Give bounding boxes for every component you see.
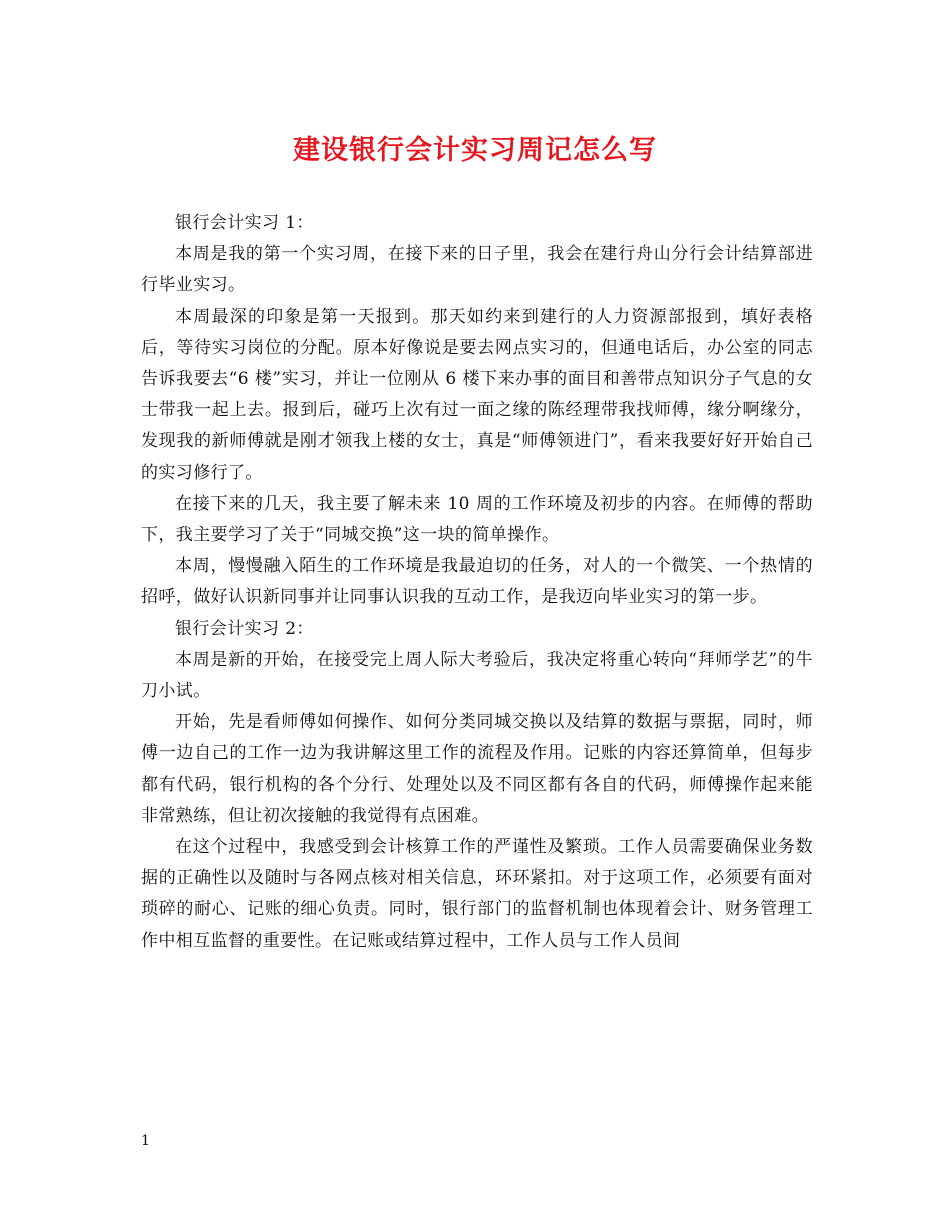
page-title: 建设银行会计实习周记怎么写 xyxy=(293,135,657,166)
page-number: 1 xyxy=(141,1133,150,1149)
document-body xyxy=(141,208,813,957)
paragraph: 本周是我的第一个实习周，在接下来的日子里，我会在建行舟山分行会计结算部进行毕业实习。 xyxy=(141,244,813,296)
paragraph: 本周，慢慢融入陌生的工作环境是我最迫切的任务，对人的一个微笑、一个热情的招呼，做好认识新同事并让同事认识我的互动工作，是我迈向毕业实习的第一步。 xyxy=(141,556,813,608)
paragraph: 在这个过程中，我感受到会计核算工作的严谨性及繁琐。工作人员需要确保业务数据的正确性以及随时与各网点核对相关信息，环环紧扣。对于这项工作，必须要有面对琐碎的耐心、记账的细心负责。同时，银行部门的监督机制也体现着会计、财务管理工作中相互监督的重要性。在记账或结算过程中，工作人员与工作人员间 xyxy=(141,837,813,951)
paragraph: 本周最深的印象是第一天报到。那天如约来到建行的人力资源部报到，填好表格后，等待实习岗位的分配。原本好像说是要去网点实习的，但通电话后，办公室的同志告诉我要去“6 楼”实习，并让一位刚从 6 楼下来办事的面目和善带点知识分子气息的女士带我一起上去。报到后，碰巧上次有过一面之缘的陈经理带我找师傅，缘分啊缘分，发现我的新师傅就是刚才领我上楼的女士，真是“师傅领进门”，看来我要好好开始自己的实习修行了。 xyxy=(141,306,813,483)
paragraph: 在接下来的几天，我主要了解未来 10 周的工作环境及初步的内容。在师傅的帮助下，我主要学习了关于“同城交换”这一块的简单操作。 xyxy=(141,493,813,546)
paragraph: 开始，先是看师傅如何操作、如何分类同城交换以及结算的数据与票据，同时，师傅一边自己的工作一边为我讲解这里工作的流程及作用。记账的内容还算简单，但每步都有代码，银行机构的各个分行、处理处以及不同区都有各自的代码，师傅操作起来能非常熟练，但让初次接触的我觉得有点困难。 xyxy=(141,712,813,826)
paragraph: 银行会计实习 2： xyxy=(175,618,314,639)
paragraph: 银行会计实习 1： xyxy=(175,213,314,233)
paragraph: 本周是新的开始，在接受完上周人际大考验后，我决定将重心转向“拜师学艺”的牛刀小试。 xyxy=(141,649,813,702)
